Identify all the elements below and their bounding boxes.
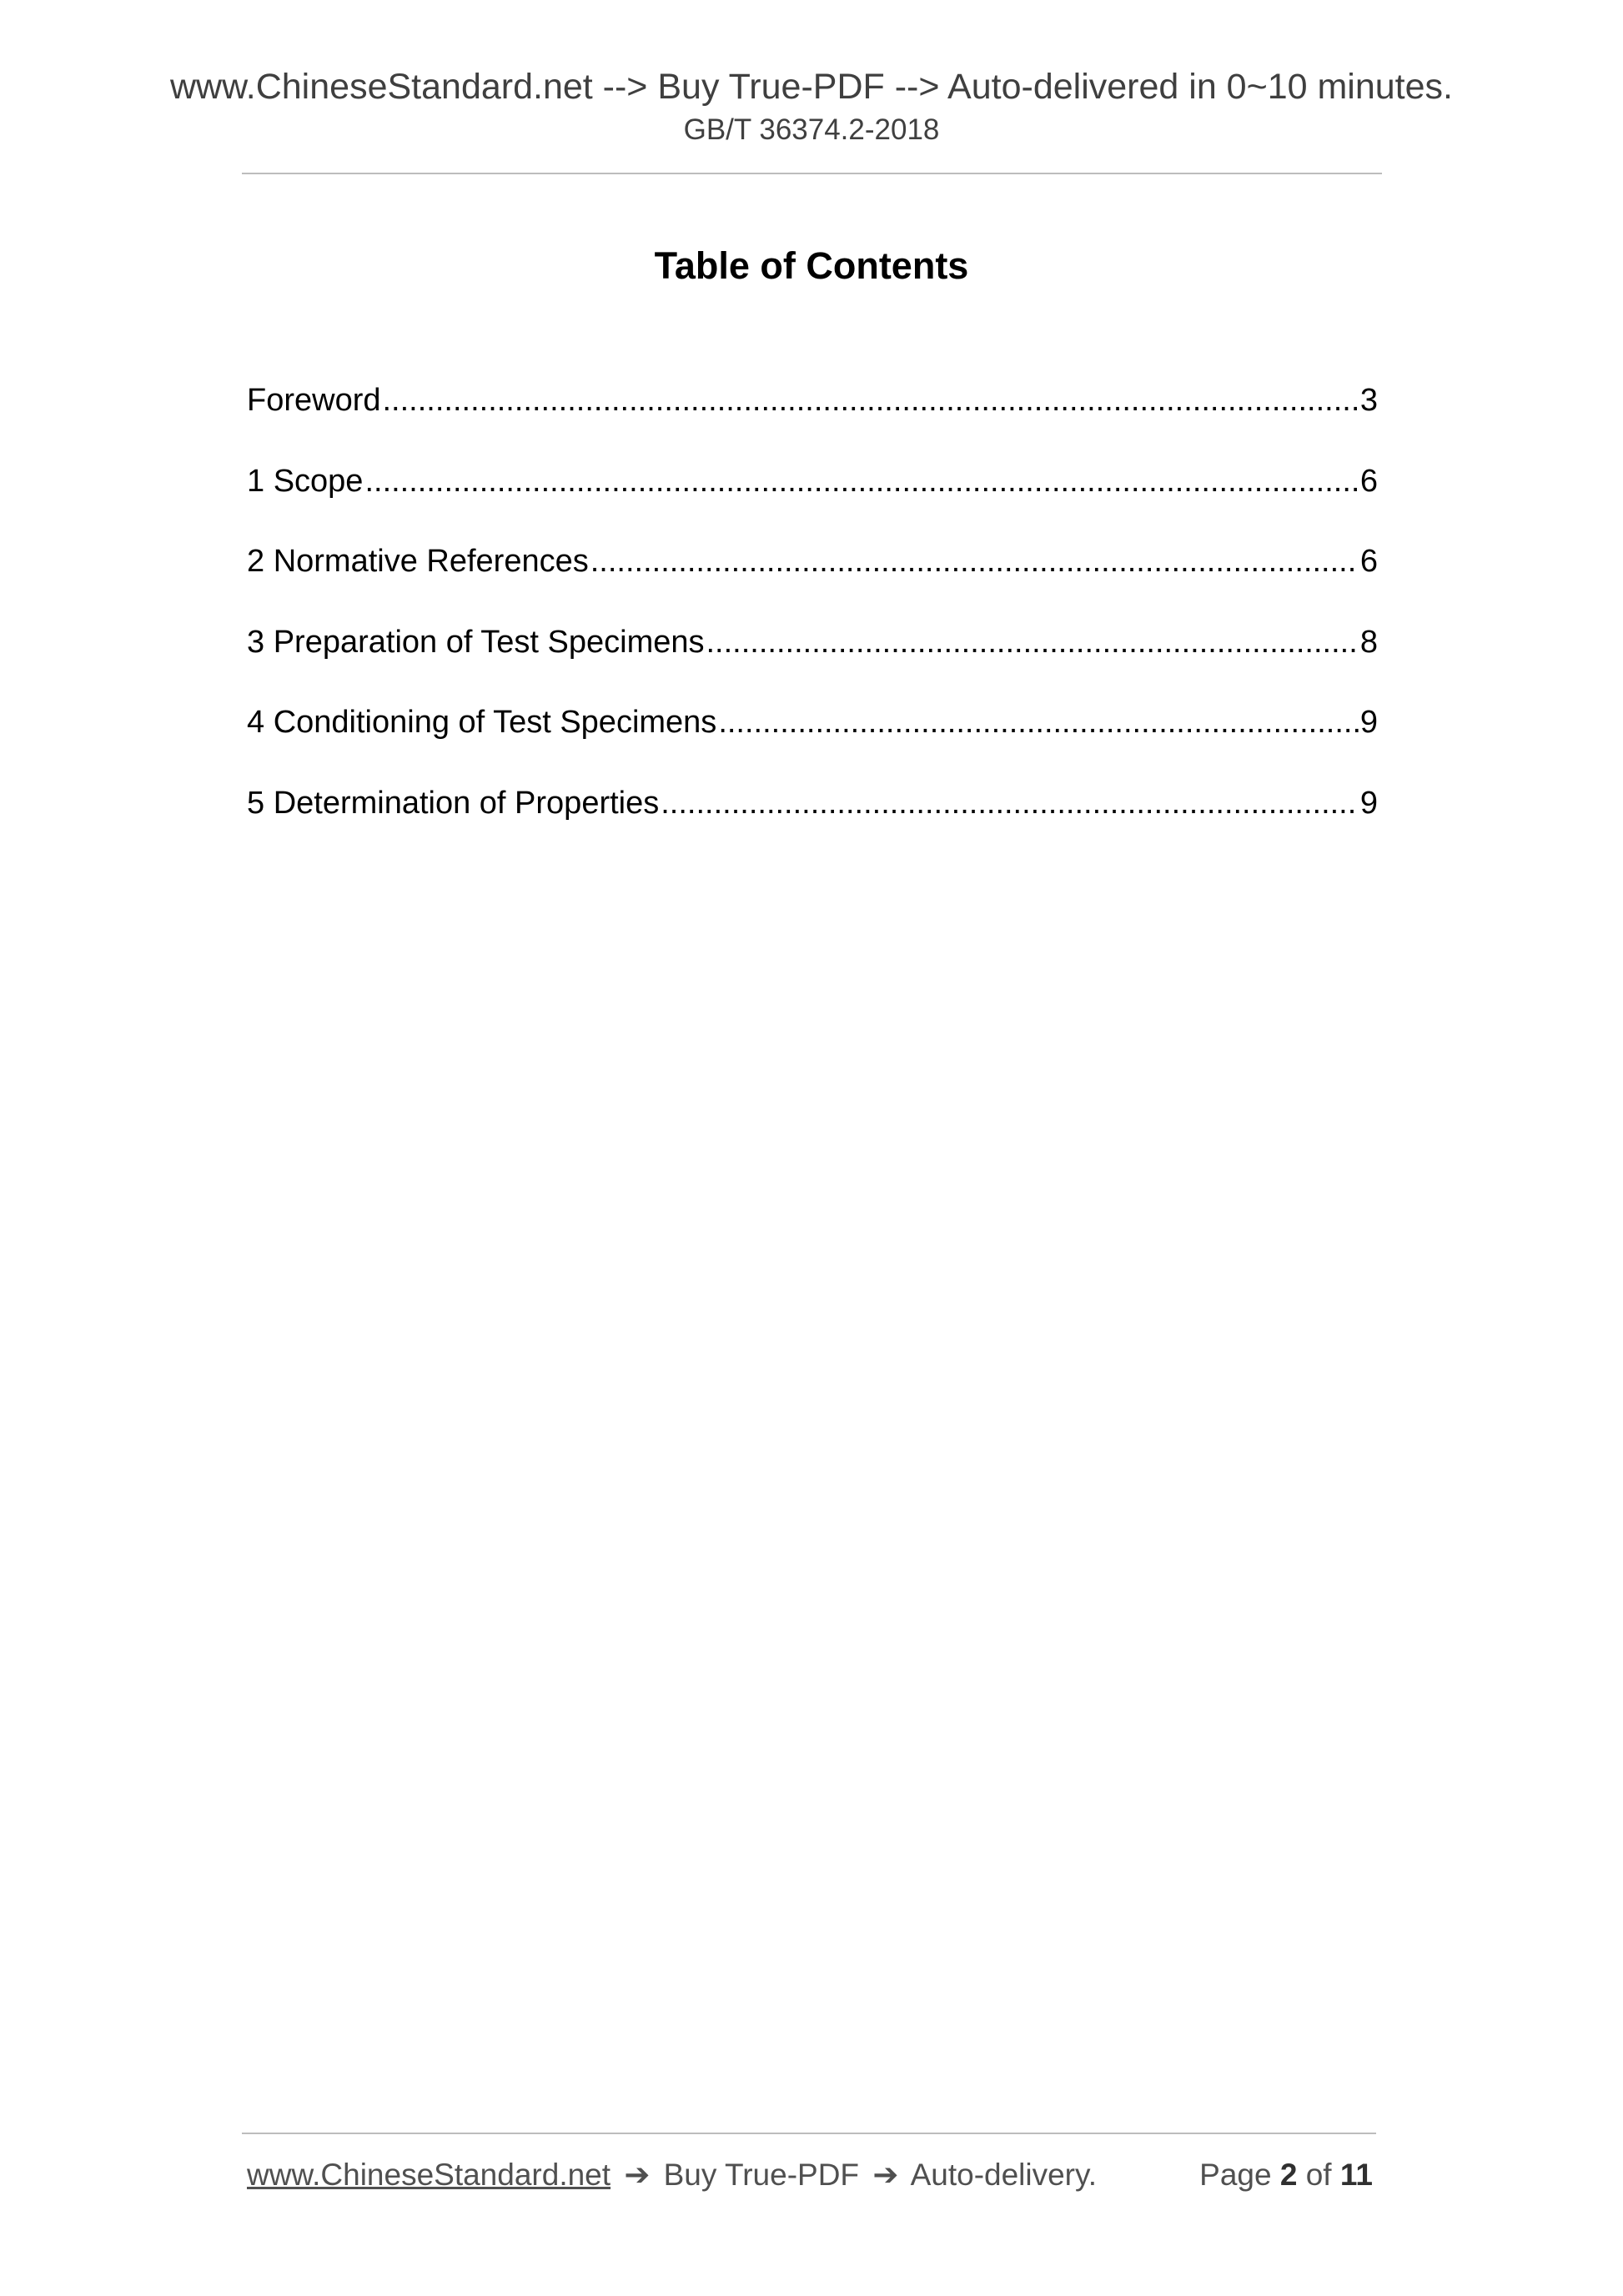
- page-total: 11: [1339, 2158, 1373, 2192]
- toc-dot-leader: [364, 458, 1358, 505]
- header-promo-text: www.ChineseStandard.net --> Buy True-PDF --> Auto-delivered in 0~10 minutes.: [169, 67, 1453, 107]
- header-divider: [242, 173, 1382, 174]
- toc-list: [247, 377, 1378, 860]
- toc-entry-normative-references[interactable]: [247, 538, 1378, 619]
- right-arrow-icon: ➔: [624, 2158, 651, 2192]
- toc-dot-leader: [706, 619, 1359, 666]
- page-prefix: Page: [1199, 2158, 1272, 2192]
- footer-divider: [242, 2133, 1376, 2134]
- footer-promo: [247, 2152, 1097, 2198]
- toc-entry-determination[interactable]: [247, 780, 1378, 861]
- toc-entry-page: 6: [1359, 463, 1378, 499]
- page-header: [0, 63, 1623, 148]
- toc-title: Table of Contents: [654, 244, 969, 287]
- page-current: 2: [1279, 2158, 1298, 2192]
- right-arrow-icon: ➔: [872, 2158, 899, 2192]
- toc-dot-leader: [383, 377, 1359, 424]
- toc-entry-page: 3: [1359, 383, 1378, 418]
- toc-entry-page: 9: [1359, 705, 1378, 740]
- page-footer: [247, 2152, 1373, 2198]
- toc-entry-label: 1 Scope: [247, 463, 364, 499]
- document-code: GB/T 36374.2-2018: [683, 113, 940, 146]
- page-of: of: [1305, 2158, 1332, 2192]
- footer-buy-text: Buy True-PDF: [663, 2158, 860, 2192]
- toc-entry-label: 2 Normative References: [247, 544, 589, 579]
- toc-entry-label: 5 Determination of Properties: [247, 785, 660, 821]
- toc-entry-preparation[interactable]: [247, 619, 1378, 700]
- toc-dot-leader: [718, 699, 1359, 746]
- toc-entry-label: Foreword: [247, 383, 381, 418]
- footer-site-link[interactable]: www.ChineseStandard.net: [247, 2158, 611, 2192]
- toc-entry-conditioning[interactable]: [247, 699, 1378, 780]
- toc-dot-leader: [590, 538, 1359, 585]
- toc-entry-page: 9: [1359, 785, 1378, 821]
- toc-entry-page: 8: [1359, 624, 1378, 660]
- page-number: [1199, 2152, 1373, 2198]
- toc-entry-label: 3 Preparation of Test Specimens: [247, 624, 705, 660]
- footer-delivery-text: Auto-delivery.: [910, 2158, 1098, 2192]
- toc-entry-foreword[interactable]: [247, 377, 1378, 458]
- toc-entry-page: 6: [1359, 544, 1378, 579]
- toc-dot-leader: [661, 780, 1359, 826]
- toc-entry-scope[interactable]: [247, 458, 1378, 539]
- toc-entry-label: 4 Conditioning of Test Specimens: [247, 705, 717, 740]
